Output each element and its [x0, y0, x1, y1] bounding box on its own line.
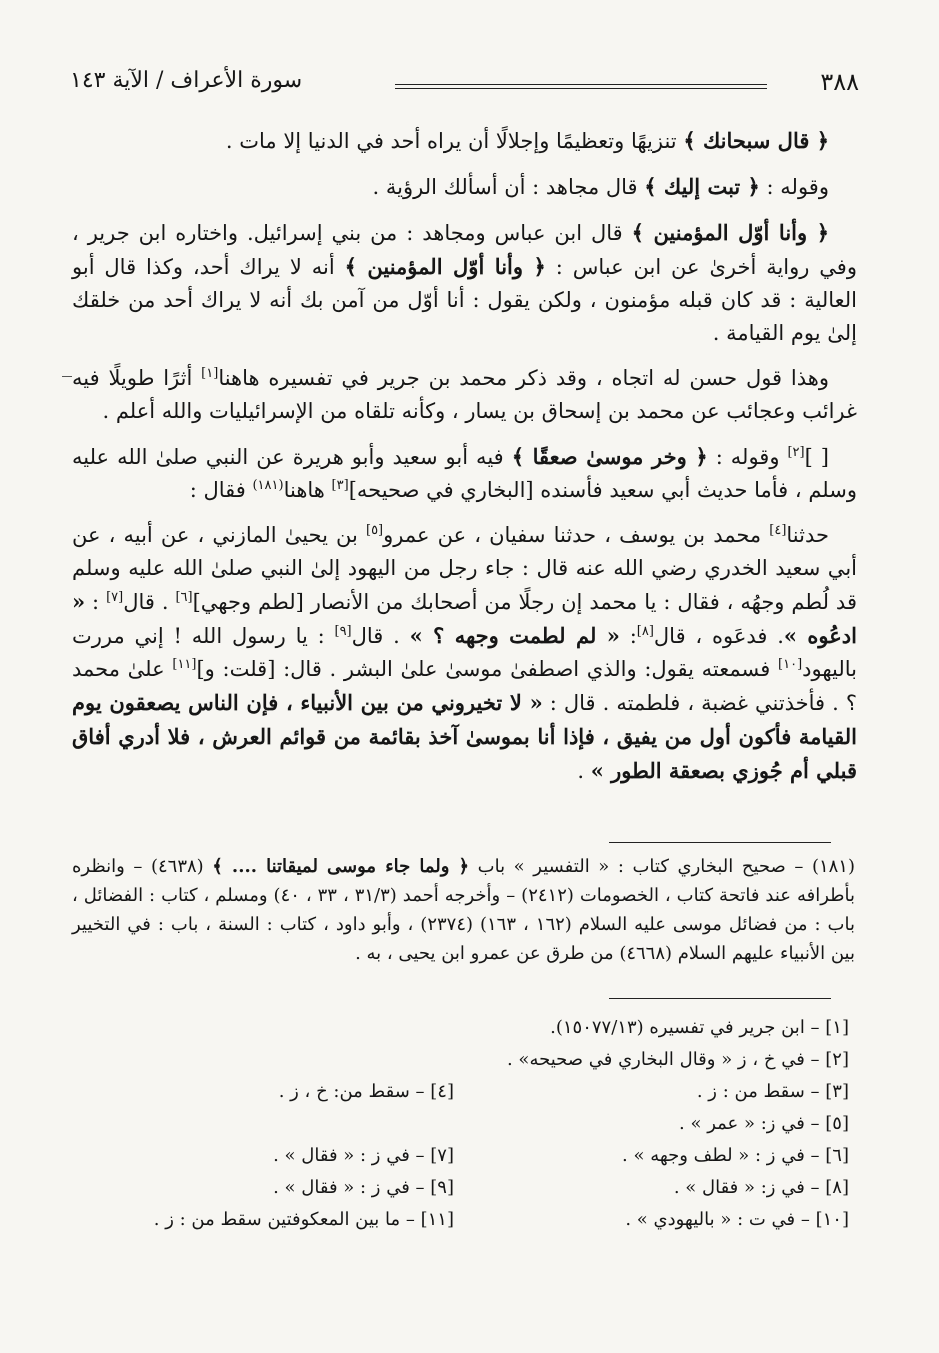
- text-run: هاهنا: [283, 478, 332, 502]
- text-run: أثرًا طويلًا فيه غرائب وعجائب عن محمد بن إسحاق بن يسار ، وكأنه تلقاه من الإسرائيليات والله أعلم .: [72, 366, 857, 423]
- footnote-marker: [٦]: [175, 590, 193, 605]
- text-run: . فدعَوه ، قال: [653, 624, 784, 648]
- paragraph: [72, 124, 857, 158]
- source-notes: [72, 852, 855, 968]
- footnote-marker: [٤]: [769, 523, 787, 538]
- footnote-marker: [٧]: [106, 590, 124, 605]
- page-header: [70, 66, 859, 106]
- source-note: [72, 852, 855, 968]
- footnote-entry: [٣] – سقط من : ز .: [696, 1081, 849, 1102]
- text-run: : يا رسول الله ! إني مررت باليهود: [72, 624, 857, 681]
- text-run: . قال: [351, 624, 410, 648]
- footnote-entry: [٧] – في ز : « فقال » .: [273, 1145, 454, 1166]
- footnote-entry: [١] – ابن جرير في تفسيره (١٥٠٧٧/١٣).: [550, 1017, 849, 1038]
- paragraph: [72, 519, 857, 788]
- text-run: :: [619, 624, 637, 648]
- text-run: وهذا قول حسن له اتجاه ، وقد ذكر محمد بن جرير في تفسيره هاهنا: [218, 366, 829, 390]
- footnote-entry: [١٠] – في ت : « باليهودي » .: [625, 1209, 849, 1230]
- text-run: فسمعته يقول: والذي اصطفىٰ موسىٰ علىٰ البشر . قال: [قلت: و]: [196, 657, 779, 681]
- text-run: محمد بن يوسف ، حدثنا سفيان ، عن عمرو: [383, 523, 770, 547]
- running-title: سورة الأعراف / الآية ١٤٣: [70, 68, 303, 93]
- text-run: قال ابن عباس ومجاهد : من بني إسرائيل. واختاره ابن جرير ، وفي رواية أخرىٰ عن ابن عباس :: [72, 221, 857, 279]
- footnote-entry: [٨] – في ز: « فقال » .: [673, 1177, 849, 1198]
- variant-separator: [609, 998, 831, 999]
- emphasis-text: « لم لطمت وجهه ؟ »: [409, 623, 620, 648]
- paragraph: [72, 170, 857, 204]
- emphasis-text: ﴿ وخر موسىٰ صعقًا ﴾: [511, 444, 708, 469]
- footnote-entry: [٦] – في ز : « لطف وجهه » .: [622, 1145, 849, 1166]
- footnote-marker: (١٨١): [252, 478, 284, 493]
- footnote-separator: [609, 842, 831, 843]
- footnote-entry: [٤] – سقط من: خ ، ز .: [278, 1081, 454, 1102]
- text-run: فقال :: [189, 478, 253, 502]
- footnote-marker: [٩]: [334, 624, 352, 639]
- emphasis-text: ﴿ تبت إليك ﴾: [644, 174, 760, 199]
- paragraph: [72, 362, 857, 428]
- text-run: علىٰ محمد ؟ . فأخذتني غضبة ، فلطمته . قال :: [72, 657, 858, 715]
- footnote-entry: [١١] – ما بين المعكوفتين سقط من : ز .: [153, 1209, 454, 1230]
- footnote-row: [80, 1140, 849, 1172]
- text-run: . قال: [123, 590, 176, 614]
- text-run: وقوله :: [707, 445, 788, 469]
- footnote-row: [80, 1044, 849, 1076]
- footnote-marker: [١]: [201, 366, 219, 381]
- text-run: [ ]: [804, 445, 829, 469]
- emphasis-text: ﴿ وأنا أوّل المؤمنين ﴾: [631, 220, 829, 245]
- footnote-row: [80, 1204, 849, 1236]
- emphasis-text: « ادعُوه »: [72, 589, 857, 648]
- header-rule: [395, 84, 767, 89]
- main-text: [72, 124, 857, 800]
- footnote-marker: [٨]: [636, 624, 654, 639]
- footnote-marker: [٢]: [787, 445, 805, 460]
- footnote-entry: [٥] – في ز: « عمر » .: [679, 1113, 849, 1134]
- footnote-row: [80, 1172, 849, 1204]
- text-run: .: [577, 759, 591, 783]
- footnote-row: [80, 1108, 849, 1140]
- footnote-row: [80, 1012, 849, 1044]
- footnote-marker: [٣]: [331, 478, 349, 493]
- text-run: (١٨١) – صحيح البخاري كتاب : « التفسير » باب: [469, 856, 856, 877]
- paragraph: [72, 440, 857, 507]
- footnote-entry: [٩] – في ز : « فقال » .: [273, 1177, 454, 1198]
- text-run: تنزيهًا وتعظيمًا وإجلالًا أن يراه أحد في الدنيا إلا مات .: [225, 129, 684, 153]
- emphasis-text: « لا تخيروني من بين الأنبياء ، فإن الناس يصعقون يوم القيامة فأكون أول من يفيق ، فإذا أنا بموسىٰ آخذ بقائمة من قوائم العرش ، فلا أدري أفاق قبلي أم جُوزي بصعقة الطور »: [72, 690, 857, 783]
- text-run: (٤٦٣٨) – وانظره بأطرافه عند فاتحة كتاب ، الخصومات (٢٤١٢) – وأخرجه أحمد (٣١/٣ ، ٣٣ ، ٤٠) ومسلم ، كتاب : الفضائل ، باب : من فضائل موسى عليه السلام (١٦٢ ، ١٦٣) (٢٣٧٤) ، وأبو داود ، كتاب : السنة ، باب : في التخيير بين الأنبياء عليهم السلام (٤٦٦٨) من طرق عن عمرو ابن يحيى ، به .: [72, 856, 855, 964]
- emphasis-text: ﴿ ولما جاء موسى لميقاتنا .... ﴾: [212, 856, 470, 877]
- margin-mark: [62, 376, 72, 377]
- paragraph: [72, 216, 857, 350]
- footnote-entry: [٢] – في خ ، ز « وقال البخاري في صحيحه» .: [506, 1049, 849, 1070]
- footnote-row: [80, 1076, 849, 1108]
- text-run: أنه لا يراك أحد، وكذا قال أبو العالية : قد كان قبله مؤمنون ، ولكن يقول : أنا أوّل من آمن بك أنه لا يراك أحد من خلقك إلىٰ يوم القيامة .: [72, 255, 857, 345]
- footnote-marker: [٥]: [365, 523, 384, 538]
- text-run: حدثنا: [786, 523, 829, 547]
- variant-footnotes: [80, 1012, 849, 1236]
- text-run: وقوله :: [759, 175, 829, 199]
- emphasis-text: ﴿ وأنا أوّل المؤمنين ﴾: [344, 254, 546, 279]
- page-number: ٣٨٨: [820, 68, 859, 96]
- footnote-marker: [١٠]: [778, 657, 803, 672]
- footnote-marker: [١١]: [172, 657, 197, 672]
- text-run: :: [85, 590, 107, 614]
- text-run: فيه أبو سعيد وأبو هريرة عن النبي صلىٰ الله عليه وسلم ، فأما حديث أبي سعيد فأسنده [البخاري في صحيحه]: [72, 445, 857, 502]
- text-run: قال مجاهد : أن أسألك الرؤية .: [372, 175, 645, 199]
- text-run: بن يحيىٰ المازني ، عن أبيه ، عن أبي سعيد الخدري رضي الله عنه قال : جاء رجل من اليهود إلىٰ النبي صلىٰ الله عليه وسلم قد لُطم وجهُه ، فقال : يا محمد إن رجلًا من أصحابك من الأنصار [لطم وجهي]: [72, 523, 857, 614]
- emphasis-text: ﴿ قال سبحانك ﴾: [683, 128, 829, 153]
